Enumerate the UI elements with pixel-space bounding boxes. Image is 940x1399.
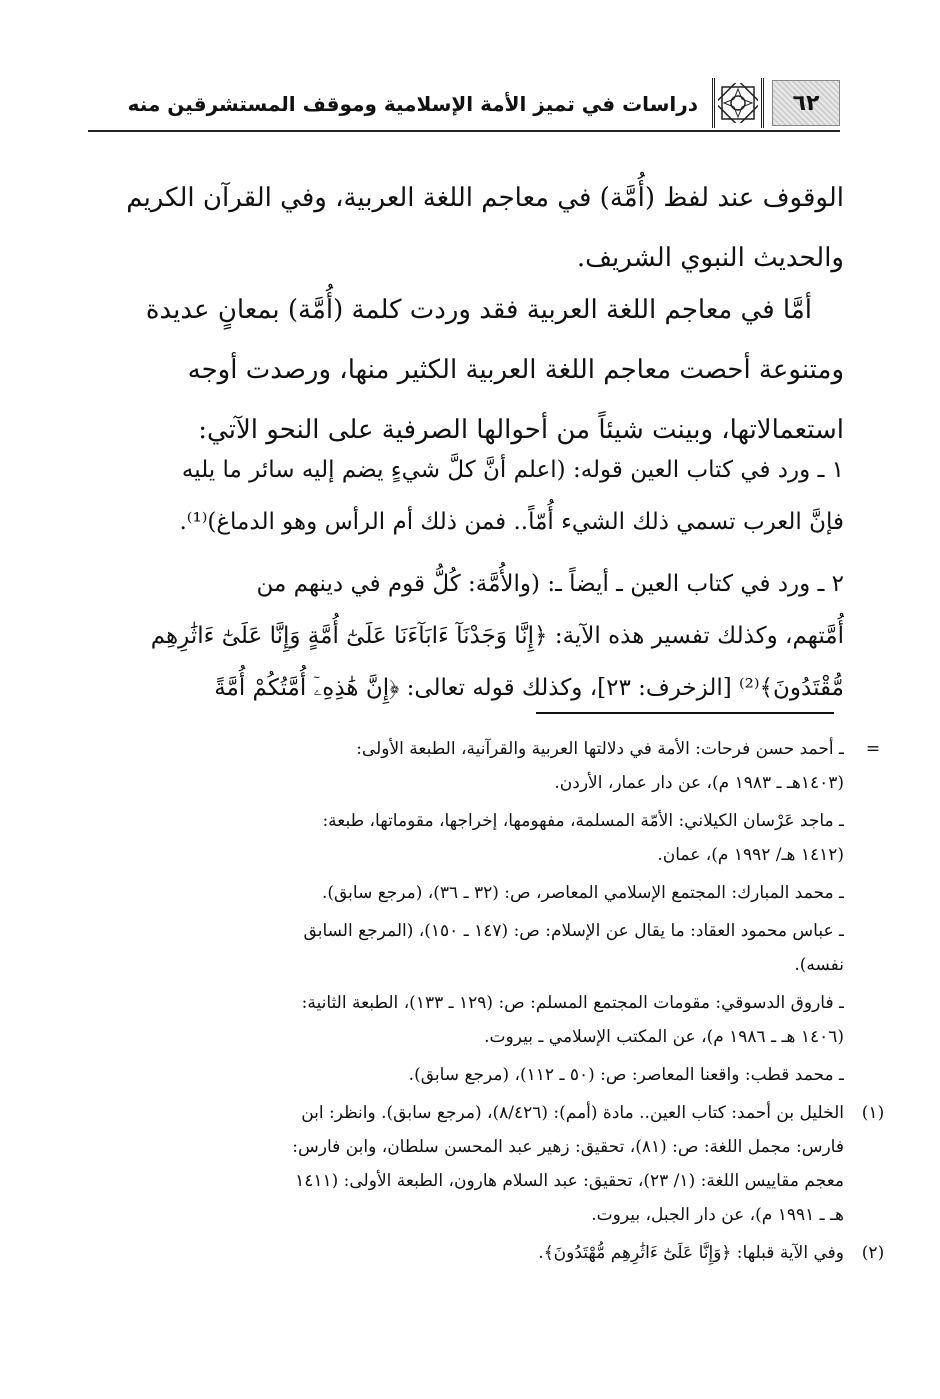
footnote-line: (١٤١٢ هـ/ ١٩٩٢ م)، عمان.	[657, 845, 844, 865]
footnote-line: نفسه).	[794, 955, 844, 975]
paragraph-item-2	[90, 558, 844, 714]
footnote-line: فارس: مجمل اللغة: ص: (٨١)، تحقيق: زهير عبد المحسن سلطان، وابن فارس:	[292, 1137, 844, 1157]
footnote-line: هـ ـ ١٩٩١ م)، عن دار الجبل، بيروت.	[591, 1205, 844, 1225]
footnote-line: (١٤٠٦ هـ ـ ١٩٨٦ م)، عن المكتب الإسلامي ـ بيروت.	[484, 1027, 844, 1047]
footnote	[88, 1096, 885, 1232]
footnote-line: معجم مقاييس اللغة: (١/ ٢٣)، تحقيق: عبد السلام هارون، الطبعة الأولى: (١٤١١	[295, 1171, 844, 1191]
footnote-line: ـ ماجد عَرْسان الكيلاني: الأمّة المسلمة، مفهومها، إخراجها، مقوماتها، طبعة:	[322, 811, 844, 831]
footnote-marker: (٢)	[861, 1243, 885, 1263]
footnote-line: ـ محمد المبارك: المجتمع الإسلامي المعاصر، ص: (٣٢ ـ ٣٦)، (مرجع سابق).	[321, 883, 844, 903]
footnote	[88, 914, 844, 982]
text-line: ١ ـ ورد في كتاب العين قوله: (اعلم أنَّ كلَّ شيءٍ يضم إليه سائر ما يليه	[181, 457, 844, 483]
text-line: استعمالاتها، وبينت شيئاً من أحوالها الصرفية على النحو الآتي:	[198, 415, 844, 445]
footnote-line: الخليل بن أحمد: كتاب العين.. مادة (أمم): (٨/٤٢٦)، (مرجع سابق). وانظر: ابن	[301, 1103, 844, 1123]
footnote-line: ـ محمد قطب: واقعنا المعاصر: ص: (٥٠ ـ ١١٢)، (مرجع سابق).	[408, 1065, 844, 1085]
footnote	[88, 1058, 844, 1092]
page-header	[88, 74, 840, 132]
paragraph-dictionaries	[90, 280, 844, 460]
footnotes	[88, 732, 885, 1270]
text-line: فإنَّ العرب تسمي ذلك الشيء أُمّاً.. فمن ذلك أم الرأس وهو الدماغ)⁽¹⁾.	[179, 509, 844, 535]
footnote-line: (١٤٠٣هـ ـ ١٩٨٣ م)، عن دار عمار، الأردن.	[554, 773, 844, 793]
geometric-ornament-icon	[712, 78, 764, 128]
text-line: ومتنوعة أحصت معاجم اللغة العربية الكثير منها، ورصدت أوجه	[187, 355, 844, 385]
footnote-line: ـ فاروق الدسوقي: مقومات المجتمع المسلم: ص: (١٢٩ ـ ١٣٣)، الطبعة الثانية:	[301, 993, 844, 1013]
text-line: ٢ ـ ورد في كتاب العين ـ أيضاً ـ: (والأُمَّة: كُلُّ قوم في دينهم من	[256, 571, 844, 597]
running-title: دراسات في تميز الأمة الإسلامية وموقف المستشرقين منه	[127, 92, 698, 116]
text-line: أمَّا في معاجم اللغة العربية فقد وردت كلمة (أُمَّة) بمعانٍ عديدة	[145, 295, 812, 325]
footnote-line: وفي الآية قبلها: ﴿وَإِنَّا عَلَىٰٓ ءَاثَٰرِهِم مُّهْتَدُونَ﴾.	[538, 1243, 844, 1263]
footnote	[88, 732, 881, 800]
text-line: مُّقْتَدُونَ﴾⁽²⁾ [الزخرف: ٢٣]، وكذلك قوله تعالى: ﴿إِنَّ هَٰذِهِۦٓ أُمَّتُكُمْ أُمَّةً	[214, 675, 844, 701]
footnote-marker: (١)	[861, 1103, 885, 1123]
footnote	[88, 986, 844, 1054]
page-number: ٦٢	[772, 80, 840, 126]
footnote-separator	[536, 712, 834, 714]
footnote-line: ـ عباس محمود العقاد: ما يقال عن الإسلام: ص: (١٤٧ ـ ١٥٠)، (المرجع السابق	[303, 921, 844, 941]
text-line: والحديث النبوي الشريف.	[576, 243, 844, 273]
paragraph-item-1	[90, 444, 844, 548]
footnote	[88, 804, 844, 872]
header-rule	[88, 130, 840, 132]
footnote-marker: =	[865, 739, 881, 759]
text-line: أُمَّتهم، وكذلك تفسير هذه الآية: ﴿إِنَّا وَجَدْنَآ ءَابَآءَنَا عَلَىٰٓ أُمَّةٍ وَإِنَّا عَلَىٰٓ ءَاثَٰرِهِم	[150, 623, 844, 649]
paragraph-intro	[90, 168, 844, 288]
footnote	[88, 876, 844, 910]
footnote-line: ـ أحمد حسن فرحات: الأمة في دلالتها العربية والقرآنية، الطبعة الأولى:	[356, 739, 844, 759]
footnote	[88, 1236, 885, 1270]
text-line: الوقوف عند لفظ (أُمَّة) في معاجم اللغة العربية، وفي القرآن الكريم	[126, 183, 844, 213]
